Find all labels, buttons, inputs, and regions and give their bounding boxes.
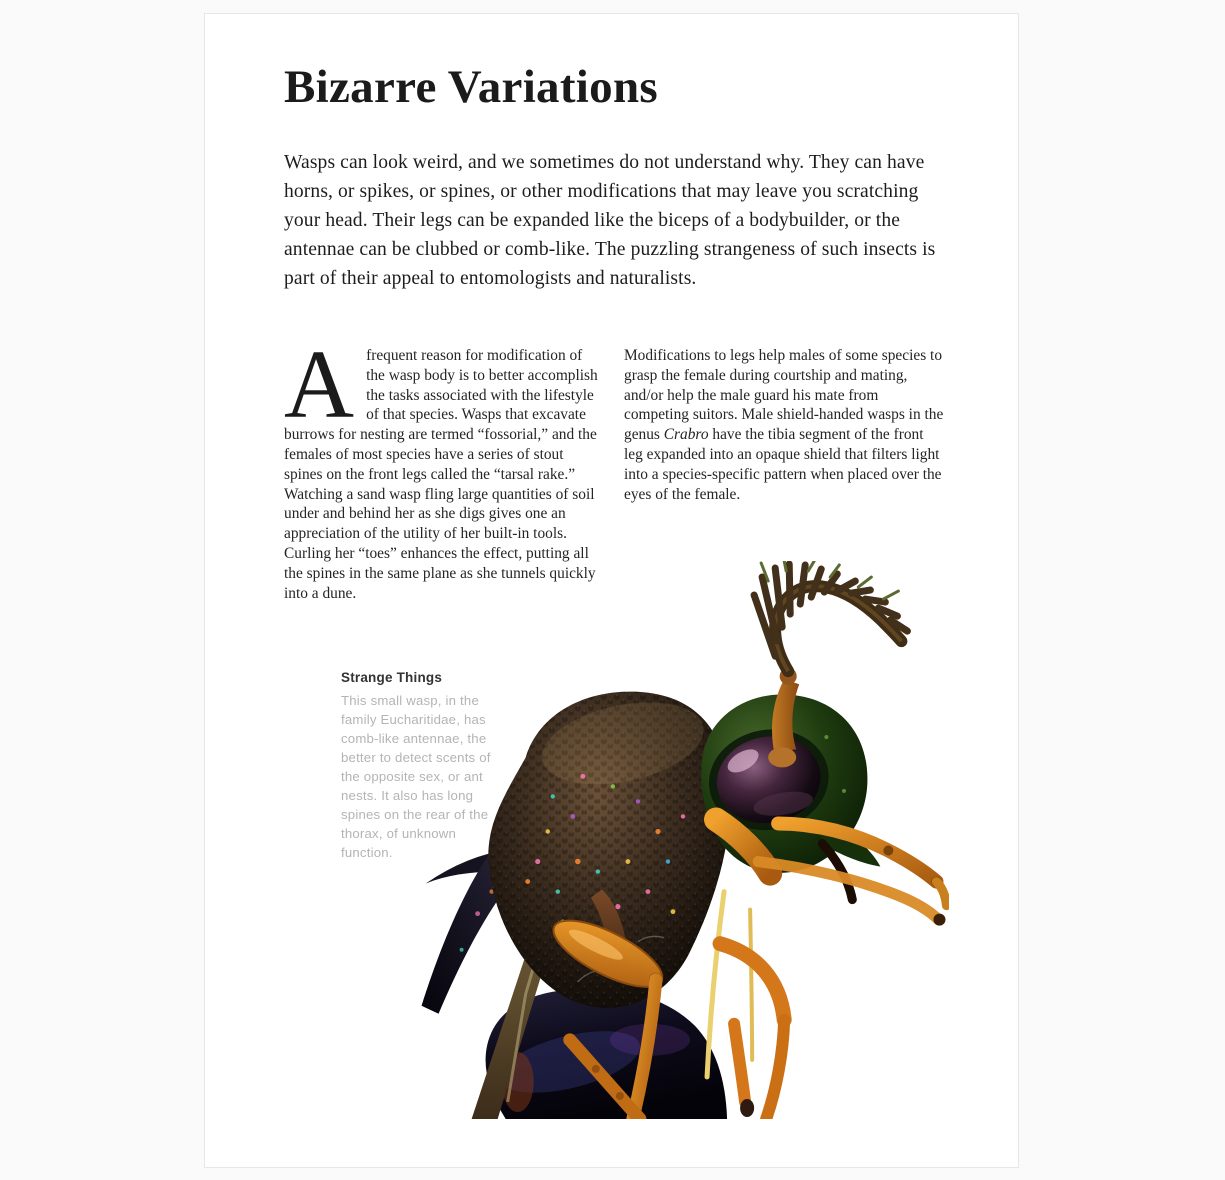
dropcap-letter: A: [284, 331, 355, 438]
wasp-illustration: [417, 561, 949, 1119]
photo-caption: [341, 668, 495, 862]
genus-name: Crabro: [663, 426, 709, 444]
book-page: [204, 13, 1019, 1168]
page-title: Bizarre Variations: [284, 61, 658, 113]
left-column-text: frequent reason for modification of the wasp body is to better accomplish the tasks associated with the lifestyle of that species. Wasps that excavate burrows for nesting are termed “fossorial,” and the females of most species have a series of stout spines on the front legs called the “tarsal rake.” Watching a sand wasp fling large quantities of soil under and behind her as she digs gives one an appreciation of the utility of her built-in tools. Curling her “toes” enhances the effect, putting all the spines in the same plane as she tunnels quickly into a dune.: [284, 347, 598, 602]
right-column-text-after: have the tibia segment of the front leg expanded into an opaque shield that filters light into a species-specific pattern when placed over the eyes of the female.: [624, 426, 942, 503]
caption-body: This small wasp, in the family Eucharitidae, has comb-like antennae, the better to detect scents of the opposite sex, or ant nests. It also has long spines on the rear of the thorax, of unknown function.: [341, 693, 491, 860]
intro-paragraph: Wasps can look weird, and we sometimes do not understand why. They can have horns, or spikes, or spines, or other modifications that may leave you scratching your head. Their legs can be expanded like the biceps of a bodybuilder, or the antennae can be clubbed or comb-like. The puzzling strangeness of such insects is part of their appeal to entomologists and naturalists.: [284, 152, 936, 289]
wasp-photo: [417, 561, 949, 1119]
right-column-text-before: Modifications to legs help males of some species to grasp the female during courtship and mating, and/or help the male guard his mate from competing suitors. Male shield-handed wasps in the genus: [624, 347, 944, 444]
caption-title: Strange Things: [341, 670, 443, 685]
